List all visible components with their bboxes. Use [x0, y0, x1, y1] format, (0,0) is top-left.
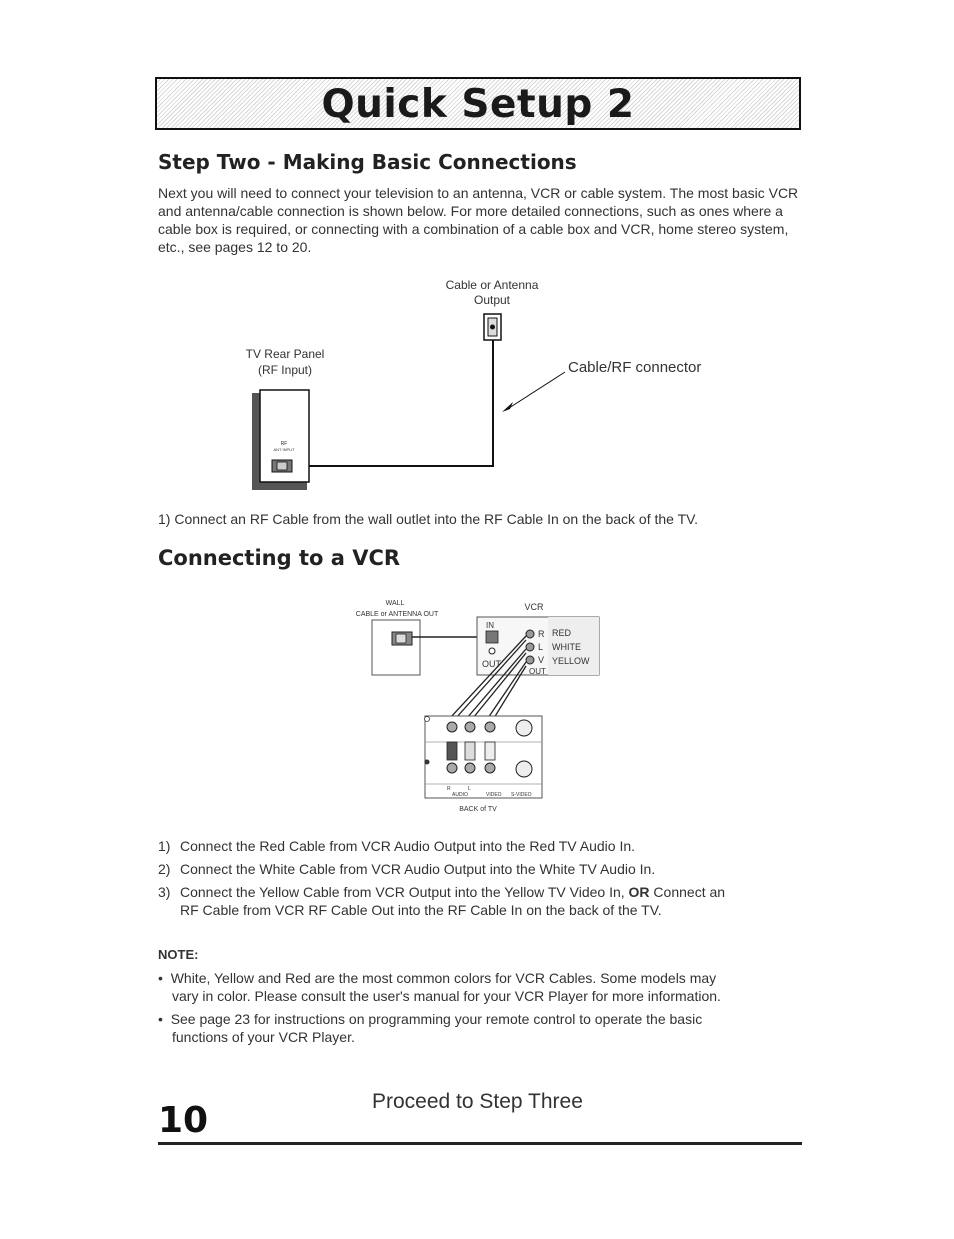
vcr-panel — [477, 617, 599, 676]
tv-audio-l-jack-icon — [465, 722, 475, 732]
vcr-in-label: IN — [486, 621, 494, 630]
step-text-bold: OR — [628, 884, 650, 900]
note-bullet-line1: White, Yellow and Red are the most common colors for VCR Cables. Some models may — [170, 970, 717, 986]
tv-video-label: VIDEO — [486, 792, 502, 798]
tv-jack-label-line2: ANT INPUT — [273, 447, 295, 452]
step-item — [158, 837, 818, 855]
back-of-tv-label: BACK of TV — [459, 806, 497, 813]
vcr-out-label-2: OUT — [529, 667, 546, 676]
vcr-audio-l-jack-icon — [526, 643, 534, 651]
vcr-rf-out-jack-icon — [489, 648, 495, 654]
page-title: Quick Setup 2 — [321, 82, 635, 127]
vcr-v-label: V — [538, 655, 545, 665]
step-text: Connect the White Cable from VCR Audio Output into the White TV Audio In. — [180, 861, 656, 877]
step-item — [158, 883, 818, 919]
antenna-label-line1: Cable or Antenna — [445, 278, 539, 292]
tv-audio-r-jack-icon — [447, 722, 457, 732]
tv-label-line2: (RF Input) — [257, 363, 313, 377]
proceed-link[interactable]: Proceed to Step Three — [372, 1090, 583, 1113]
footer-rule — [158, 1142, 802, 1145]
tv-video-jack-icon — [485, 722, 495, 732]
section-heading-vcr: Connecting to a VCR — [158, 546, 401, 570]
connector-arrow — [506, 372, 565, 410]
tv-svideo-jack-icon — [516, 720, 532, 736]
wall-label-line2: CABLE or ANTENNA OUT — [355, 611, 439, 618]
step-text: RF Cable from VCR RF Cable Out into the RF Cable In on the back of the TV. — [180, 902, 662, 918]
note-bullet-line2: functions of your VCR Player. — [172, 1029, 355, 1045]
tv-rear-panel — [252, 390, 309, 490]
vcr-rf-in-jack-icon — [486, 631, 498, 643]
step-list — [158, 837, 818, 919]
vcr-r-label: R — [538, 629, 545, 639]
tv-jack-label-line1: RF — [280, 441, 288, 447]
vcr-audio-r-jack-icon — [526, 630, 534, 638]
connector-label: Cable/RF connector — [568, 359, 702, 376]
note-bullets — [158, 969, 818, 1046]
step-text: Connect an — [649, 884, 726, 900]
note-bullet: • White, Yellow and Red are the most common colors for VCR Cables. Some models may vary in color. Please consult the user's manual for your VCR Player for more information. — [158, 970, 721, 1004]
note-bullet-line1: See page 23 for instructions on programming your remote control to operate the basic — [170, 1011, 703, 1027]
rf-cable-line — [307, 340, 493, 466]
tv-audio-label: AUDIO — [452, 792, 468, 798]
tv-r-small-label: R — [447, 786, 451, 792]
tv-svideo-label: S-VIDEO — [511, 792, 532, 798]
wall-plate — [372, 620, 420, 675]
section-heading-basic-connections: Step Two - Making Basic Connections — [158, 150, 577, 174]
note-bullet-line2: vary in color. Please consult the user's manual for your VCR Player for more information. — [172, 988, 721, 1004]
white-plug-icon — [465, 742, 475, 760]
vcr-video-jack-icon — [526, 656, 534, 664]
tv-label-line1: TV Rear Panel — [245, 347, 325, 361]
tv-back-panel — [425, 716, 543, 798]
red-plug-icon — [447, 742, 457, 760]
step-number: 1) — [158, 838, 171, 854]
cable-color-red: RED — [552, 628, 572, 638]
step-text: Connect the Yellow Cable from VCR Output into the Yellow TV Video In, — [180, 884, 629, 900]
step-one-rf-text: 1) Connect an RF Cable from the wall outlet into the RF Cable In on the back of the TV. — [158, 511, 699, 527]
wall-outlet-icon — [484, 314, 501, 340]
intro-paragraph: Next you will need to connect your television to an antenna, VCR or cable system. The most basic VCR and antenna/cable connection is shown below. For more detailed connections, such as ones where a cable box is required, or connecting with a combination of a cable box and VCR, home stereo system, etc., see pages 12 to 20. — [158, 185, 799, 255]
yellow-plug-icon — [485, 742, 495, 760]
wall-label-line1: WALL — [385, 600, 405, 607]
vcr-label: VCR — [524, 602, 544, 612]
note-title: NOTE: — [158, 947, 199, 962]
step-item — [158, 860, 818, 878]
page-number: 10 — [158, 1100, 209, 1141]
step-number: 2) — [158, 861, 171, 877]
cable-color-white: WHITE — [552, 642, 581, 652]
step-text: Connect the Red Cable from VCR Audio Output into the Red TV Audio In. — [180, 838, 636, 854]
antenna-label-line2: Output — [473, 293, 511, 307]
vcr-out-label: OUT — [482, 659, 501, 669]
note-bullet: • See page 23 for instructions on programming your remote control to operate the basic functions of your VCR Player. — [158, 1011, 703, 1045]
vcr-l-label: L — [538, 642, 544, 652]
step-number: 3) — [158, 884, 171, 900]
cable-color-yellow: YELLOW — [552, 656, 590, 666]
tv-l-small-label: L — [468, 786, 471, 792]
